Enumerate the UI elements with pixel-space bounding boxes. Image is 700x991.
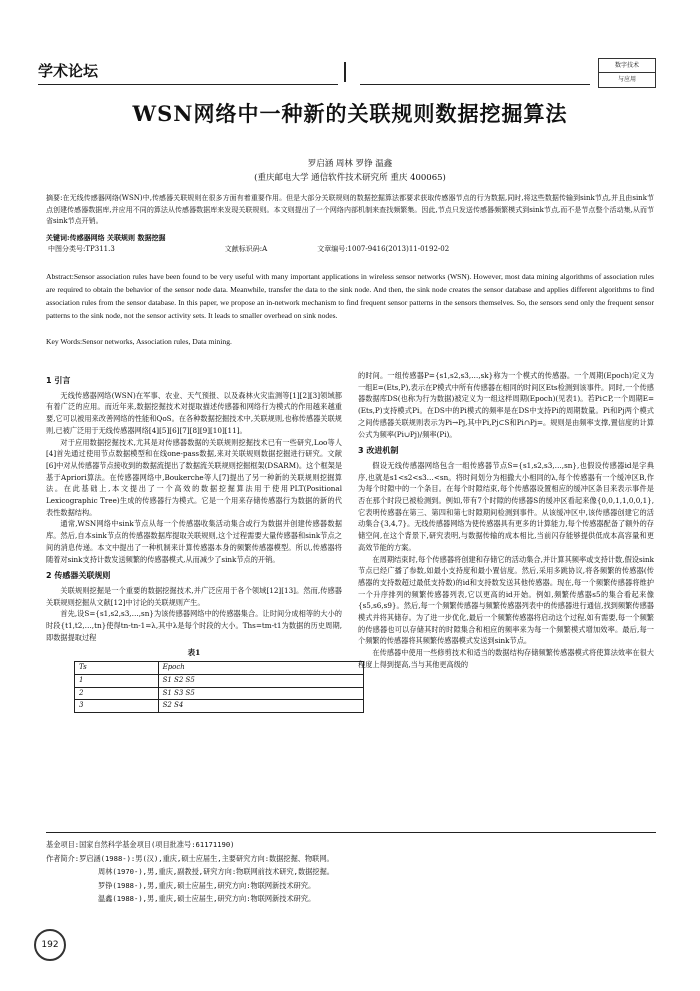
section-label: 学术论坛 [38, 62, 99, 80]
header-rule-bar [344, 62, 346, 82]
table-header: Epoch [158, 662, 363, 675]
affiliation: (重庆邮电大学 通信软件技术研究所 重庆 400065) [254, 173, 446, 183]
section2-para1: 关联规则挖掘是一个重要的数据挖掘技术,并广泛应用于各个领域[12][13]。然而,传感器关联规则挖掘从文献[12]中讨论的关联规则产生。 [46, 585, 342, 607]
table-cell: S2 S4 [158, 700, 363, 713]
author-bio: 作者简介:罗启涵(1988-):男(汉),重庆,硕士应届生,主要研究方向:数据挖掘、物联网。 [46, 853, 334, 863]
table-row [75, 687, 364, 700]
section2-heading: 2 传感器关联规则 [46, 571, 111, 581]
author-bio: 周林(1970-),男,重庆,副教授,研究方向:物联网前技术研究,数据挖掘。 [98, 867, 334, 876]
section1-para2: 对于应用数据挖掘技术,尤其是对传感器数据的关联规则挖掘技术已有一些研究,Loo等人[4]首先通过使用节点数据模型和在线one-pass数据,来对关联规则数据挖掘进行研究。文献[6]中对从传感器节点接收到的数据流提出了数据流关联规则挖掘框架(DSARM)。这个框架是基于Apriori算法。在传感器网络中,Boukerche等人[7]提出了另一种新的关联规则挖掘算法。在此基础上,本文提出了一个高效的数据挖掘算法用于使用PLT(Positional Lexicographic Tree)生成的传感器行为模式。它是一个用来存储传感器行为数据的新的代表性数据结构。 [46, 437, 343, 517]
table-row [75, 674, 364, 687]
article-id: 文章编号:1007-9416(2013)11-0192-02 [317, 245, 450, 253]
header-rule-right [360, 84, 590, 85]
header-rule-left [38, 84, 338, 85]
brand-bottom: 与应用 [599, 72, 655, 86]
doc-code: 文献标识码:A [224, 245, 268, 253]
page-number: 192 [41, 940, 59, 950]
keywords-cn: 关键词:传感器网络 关联规则 数据挖掘 [46, 233, 166, 242]
right-para2: 假设无线传感器网络包含一组传感器节点S={s1,s2,s3,…,sn},也假设传感器id是字典序,也就是s1<s2<s3…<sn。将时间划分为相撒大小相同的λ,每个传感器有一个缓冲区B,作为每个时隙中的一个条目。在每个时隙结束,每个传感器设置相应的缓冲区条目来表示事件是否在那个时段已被检测到。例如,带有7个时隙的传感器S的缓冲区看起来像{0,0,1,1,0,0,1},它表明传感器在第三、第四和第七时隙期间检测到事件。从该缓冲区中,该传感器创建它的活动集合{3,4,7}。无线传感器网络为使传感器具有更多的计算能力,每个传感器配备了额外的存储空间,在这个背景下,研究表明,与数据传输的成本相比,当前闪存能够提供低成本高容量和更高效节能的方案。 [358, 460, 654, 552]
author-bio: 温鑫(1988-),男,重庆,硕士应届生,研究方向:物联网新技术研究。 [98, 894, 316, 903]
authors: 罗启涵 周林 罗铮 温鑫 [307, 159, 393, 169]
right-para1: 的时间。一组传感器P={s1,s2,s3,…,sk}称为一个模式的传感器。一个周期(Epoch)定义为一组E=(Ets,P),表示在P模式中所有传感器在相同的时间区Ets检测到该事件。同时,一个传感器数据库DS(也称为行为数据)被定义为一组这样周期(Epoch)(见表1)。若Pi⊂P,一个周期E=(Ets,P)支持模式Pi。在DS中的Pi模式的频率是在DS中支持Pi的周期数量。Pi和Pj两个模式之间传感器关联规则表示为Pi→Pj,其中Pi,Pj⊂S和Pi∩Pj=。规则是由频率支撑,置信度的计算公式为频率(Pi∪Pj)/频率(Pi)。 [358, 371, 654, 439]
table-title: 表1 [187, 648, 201, 658]
right-para3: 在周期结束时,每个传感器将创建和存储它的活动集合,并计算其频率或支持计数,假设sink节点已经广播了参数,如最小支持度和最小置信度。然后,采用多跳协议,将各频繁的传感器(传感器的支持数超过最低支持数)的id和支持数发送其他传感器。现在,每一个频繁传感器将维护一个升序排列的频繁传感器列表,它以更高的id开始。例如,频繁传感器s5的集合看起来像{s5,s6,s9}。然后,每一个频繁传感器与频繁传感器列表中的传感器进行通信,找到频繁传感器模式并将其储存。为了进一步优化,最后一个频繁传感器将启动这个过程,如有需要,每一个频繁的传感器也可以存储其时的时隙集合和相应的频率来为每一个频繁模式增加效率。最后,每一个频繁的传感器将其频繁传感器模式发送到sink节点。 [358, 554, 654, 646]
table-cell: 2 [75, 687, 159, 700]
section1-para3: 通常,WSN网络中sink节点从每一个传感器收集活动集合或行为数据并创建传感器数据库。然后,自本sink节点的传感器数据库提取关联规则,这个过程需要大量传感器和sink节点之间的消息传递。本文中提出了一种机制来计算传感器本身的频繁传感器模型。所以,传感器将随着对sink支持计数发送频繁的传感器模式,从而减少了sink节点的开销。 [46, 519, 342, 564]
author-bio: 罗铮(1988-),男,重庆,硕士应届生,研究方向:物联网新技术研究。 [98, 880, 316, 890]
table-header: Ts [75, 662, 159, 675]
right-column [358, 370, 654, 671]
table-row [75, 700, 364, 713]
table-cell: 3 [75, 700, 159, 713]
clc: 中图分类号:TP311.3 [48, 245, 115, 253]
footnotes [46, 838, 656, 906]
section3-heading: 3 改进机制 [358, 446, 399, 456]
section2-para2: 首先,设S={s1,s2,s3,…,sn}为该传感器网络中的传感器集合。让时间分成相等的大小的时段{t1,t2,…,tn}使得tn-tn-1=λ,其中λ是每个时段的大小。Ths=tm-t1为数据的历史周期,即数据提取过程 [46, 609, 342, 642]
left-column [46, 370, 342, 713]
brand-top: 数字技术 [614, 62, 639, 69]
table-header-row [75, 662, 364, 675]
footnote-rule [46, 832, 656, 833]
journal-brand [598, 58, 656, 88]
meta-line [48, 244, 652, 254]
table-cell: 1 [75, 674, 159, 687]
abstract-cn: 摘要:在无线传感器网络(WSN)中,传感器关联规则在很多方面有着重要作用。但是大部分关联规则的数据挖掘算法都要求获取传感器节点的行为数据,同时,将这些数据传输到sink节点,并且由sink节点创建传感器数据库,并应用不同的算法从传感器数据库来发现关联规则。本文则提出了一个网络内部机制来查找频繁集。因此,节点只发送传感器频繁模式到sink节点,而不是节点整个活动集,从而节省sink节点开销。 [46, 194, 654, 225]
section1-heading: 1 引言 [46, 376, 71, 385]
page-number-badge [34, 929, 66, 961]
section1-para1: 无线传感器网络(WSN)在军事、农业、天气预报、以及森林火灾监测等[1][2][3]领域都有着广泛的应用。而近年来,数据挖掘技术对提取描述传感器和网络行为模式的作用越来越重要,它可以被用来改善网络的性能和QoS。在各种数据挖掘技术中,关联规则,也称传感器关联规则,已被广泛用于无线传感器网络[4][5][6][7][8][9][10][11]。 [46, 390, 342, 435]
table-cell: S1 S2 S5 [158, 674, 363, 687]
fund-note: 基金项目:国家自然科学基金项目(项目批准号:61171190) [46, 840, 235, 849]
abstract-en: Abstract:Sensor association rules have been found to be very useful with many important applications in wireless sensor networks (WSN). However, most data mining algorithms of association rules are required to obtain the behavior of the sensor node data. Meanwhile, transfer the data to the sink node. And then, the sink node creates the sensor database and applies different algorithms to find association rules from the sensor database. In this paper, we propose an in-network mechanism to find frequent sensor patterns in the sensors themselves. So, the sensors send only the frequent sensor patterns to the sink node, not the sensor activity sets. It leads to smaller overhead on sink nodes. [46, 272, 654, 320]
right-para4: 在传感器中使用一些修剪技术和适当的数据结构存储频繁传感器模式将使算法效率在很大程度上得到提高,当与其他更高级的 [358, 648, 654, 669]
keywords-en: Key Words:Sensor networks, Association rules, Data mining. [46, 337, 232, 346]
epoch-table [74, 661, 364, 713]
paper-title: WSN网络中一种新的关联规则数据挖掘算法 [132, 101, 568, 126]
table-cell: S1 S3 S5 [158, 687, 363, 700]
